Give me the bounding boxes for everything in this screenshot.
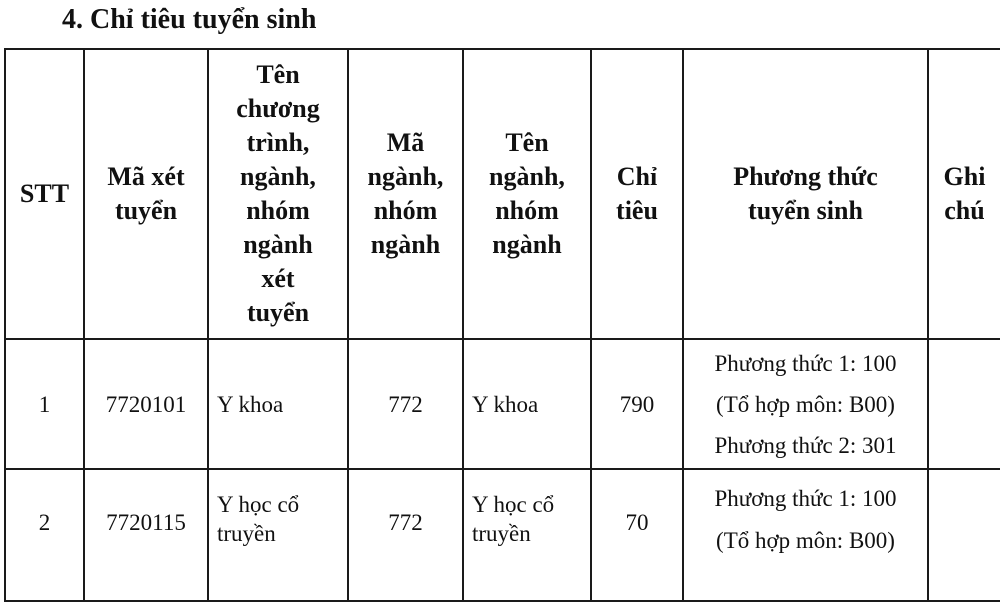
header-ma-xet-tuyen: Mã xét tuyển	[84, 49, 208, 339]
phuong-thuc-line: Phương thức 1: 100	[714, 486, 897, 511]
cell-phuong-thuc	[683, 469, 928, 601]
cell-ten-nganh: Y học cổ truyền	[463, 469, 591, 601]
cell-ma-xet-tuyen: 7720101	[84, 339, 208, 469]
cell-ma-xet-tuyen: 7720115	[84, 469, 208, 601]
cell-chi-tieu: 70	[591, 469, 683, 601]
header-ten-chuong-trinh: Tên chương trình, ngành, nhóm ngành xét tuyển	[208, 49, 348, 339]
header-row	[5, 49, 1000, 339]
header-ma-nganh: Mã ngành, nhóm ngành	[348, 49, 463, 339]
header-stt: STT	[5, 49, 84, 339]
cell-ghi-chu	[928, 339, 1000, 469]
header-phuong-thuc: Phương thức tuyển sinh	[683, 49, 928, 339]
cell-ten-nganh: Y khoa	[463, 339, 591, 469]
phuong-thuc-line: (Tổ hợp môn: B00)	[716, 528, 895, 553]
header-ten-nganh: Tên ngành, nhóm ngành	[463, 49, 591, 339]
table-row	[5, 339, 1000, 469]
admission-quota-table	[4, 48, 1000, 602]
cell-ghi-chu	[928, 469, 1000, 601]
cell-ten-chuong-trinh: Y học cổ truyền	[208, 469, 348, 601]
cell-chi-tieu: 790	[591, 339, 683, 469]
cell-ma-nganh: 772	[348, 469, 463, 601]
header-ghi-chu: Ghi chú	[928, 49, 1000, 339]
cell-stt: 1	[5, 339, 84, 469]
header-chi-tieu: Chỉ tiêu	[591, 49, 683, 339]
phuong-thuc-line: Phương thức 2: 301	[714, 432, 897, 458]
cell-ma-nganh: 772	[348, 339, 463, 469]
phuong-thuc-line: (Tổ hợp môn: B00)	[716, 391, 895, 417]
cell-stt: 2	[5, 469, 84, 601]
cell-ten-chuong-trinh: Y khoa	[208, 339, 348, 469]
phuong-thuc-line: Phương thức 1: 100	[714, 350, 897, 376]
cell-phuong-thuc	[683, 339, 928, 469]
table-row	[5, 469, 1000, 601]
section-heading: 4. Chỉ tiêu tuyển sinh	[62, 4, 317, 35]
